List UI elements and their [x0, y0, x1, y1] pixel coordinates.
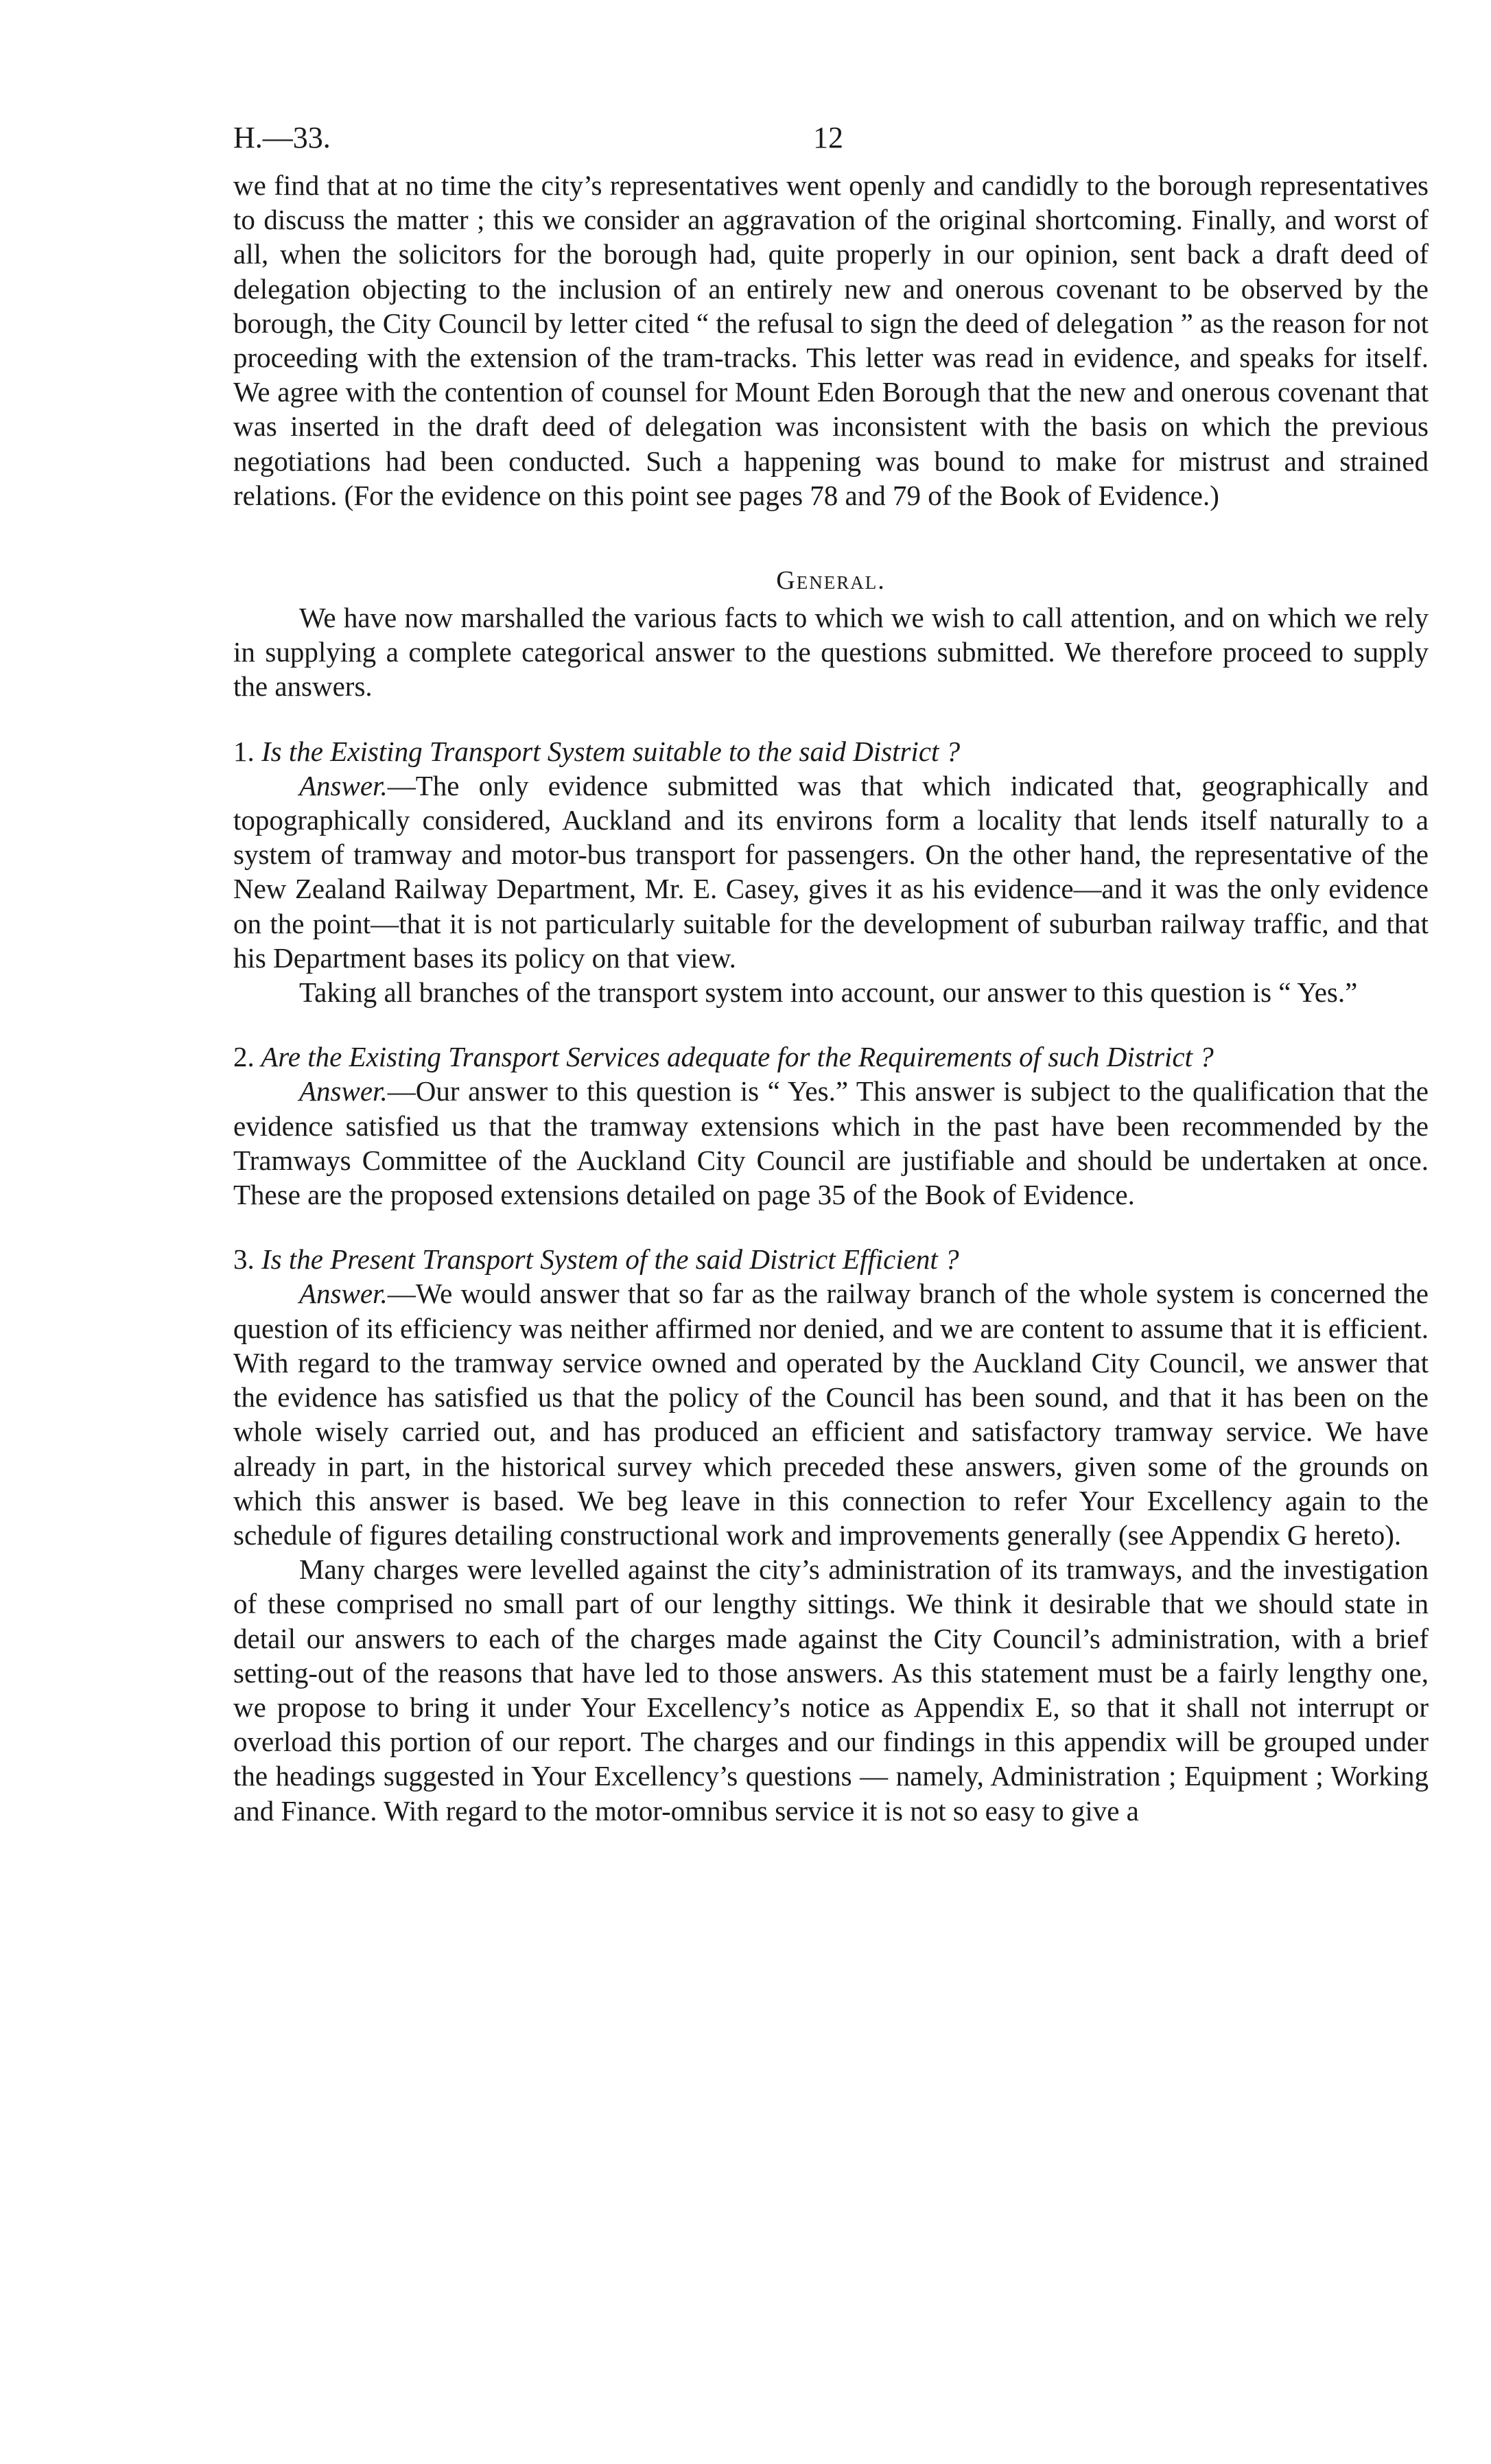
answer-3-continuation: Many charges were levelled against the city’s administration of its tramways, and the investigation of these comprised no small part of our lengthy sittings. We think it desirable that we should state in detail our answers to each of the charges made against the City Council’s administration, with a brief setting-out of the reasons that have led to those answers. As this statement must be a fairly lengthy one, we propose to bring it under Your Excellency’s notice as Appendix E, so that it shall not interrupt or overload this portion of our report. The charges and our findings in this appendix will be grouped under the headings suggested in Your Excellency’s questions — namely, Administration ; Equipment ; Working and Finance. With regard to the motor-omnibus service it is not so easy to give a — [233, 1553, 1429, 1827]
section-title-general: General. — [776, 566, 886, 596]
question-2 — [233, 1040, 1429, 1074]
answer-1-continuation: Taking all branches of the transport system into account, our answer to this question is “ Yes.” — [299, 976, 1358, 1009]
answer-3 — [233, 1276, 1429, 1552]
document-page — [233, 120, 1429, 1828]
general-paragraph: We have now marshalled the various facts to which we wish to call attention, and on which we rely in supplying a complete categorical answer to the questions submitted. We therefore proceed to supply the answers. — [233, 602, 1429, 703]
question-number: 2. — [233, 1041, 255, 1073]
answer-label: Answer. — [299, 1075, 388, 1107]
document-reference: H.—33. — [233, 121, 331, 154]
page-header — [233, 120, 1429, 168]
question-title: Is the Present Transport System of the said District Efficient ? — [261, 1243, 959, 1276]
page-number: 12 — [813, 121, 843, 154]
answer-1 — [233, 768, 1429, 975]
question-3 — [233, 1242, 1429, 1276]
answer-text: —Our answer to this question is “ Yes.” This answer is subject to the qualification that the evidence satisfied us that the tramway extensions which in the past have been recommended by the Tramways Committee of the Auckland City Council are justifiable and should be undertaken at once. These are the proposed extensions detailed on page 35 of the Book of Evidence. — [233, 1075, 1429, 1211]
question-number: 3. — [233, 1243, 255, 1276]
answer-label: Answer. — [299, 769, 388, 801]
answer-text: —The only evidence submitted was that which indicated that, geographically and topographically considered, Auckland and its environs form a locality that lends itself naturally to a system of tramway and motor-bus transport for passengers. On the other hand, the representative of the New Zealand Railway Department, Mr. E. Casey, gives it as his evidence—and it was the only evidence on the point—that it is not particularly suitable for the development of suburban railway traffic, and that his Department bases its policy on that view. — [233, 769, 1429, 974]
question-title: Is the Existing Transport System suitable to the said District ? — [261, 735, 961, 767]
answer-2 — [233, 1074, 1429, 1212]
question-number: 1. — [233, 735, 255, 767]
answer-text: —We would answer that so far as the railway branch of the whole system is concerned the question of its efficiency was neither affirmed nor denied, and we are content to assume that it is efficient. With regard to the tramway service owned and operated by the Auckland City Council, we answer that the evidence has satisfied us that the policy of the Council has been sound, and that it has been on the whole wisely carried out, and has produced an efficient and satisfactory tramway service. We have already in part, in the historical survey which preceded these answers, given some of the grounds on which this answer is based. We beg leave in this connection to refer Your Excellency again to the schedule of figures detailing constructional work and improvements generally (see Appendix G hereto). — [233, 1278, 1429, 1551]
question-1 — [233, 734, 1429, 768]
question-title: Are the Existing Transport Services adequate for the Requirements of such District ? — [261, 1041, 1214, 1073]
intro-paragraph: we find that at no time the city’s representatives went openly and candidly to the borough representatives to discuss the matter ; this we consider an aggravation of the original shortcoming. Finally, and worst of all, when the solicitors for the borough had, quite properly in our opinion, sent back a draft deed of delegation objecting to the inclusion of an entirely new and onerous covenant to be observed by the borough, the City Council by letter cited “ the refusal to sign the deed of delegation ” as the reason for not proceeding with the extension of the tram-tracks. This letter was read in evidence, and speaks for itself. We agree with the contention of counsel for Mount Eden Borough that the new and onerous covenant that was inserted in the draft deed of delegation was inconsistent with the basis on which the previous negotiations had been conducted. Such a happening was bound to make for mistrust and strained relations. (For the evidence on this point see pages 78 and 79 of the Book of Evidence.) — [233, 169, 1429, 511]
answer-label: Answer. — [299, 1278, 388, 1310]
